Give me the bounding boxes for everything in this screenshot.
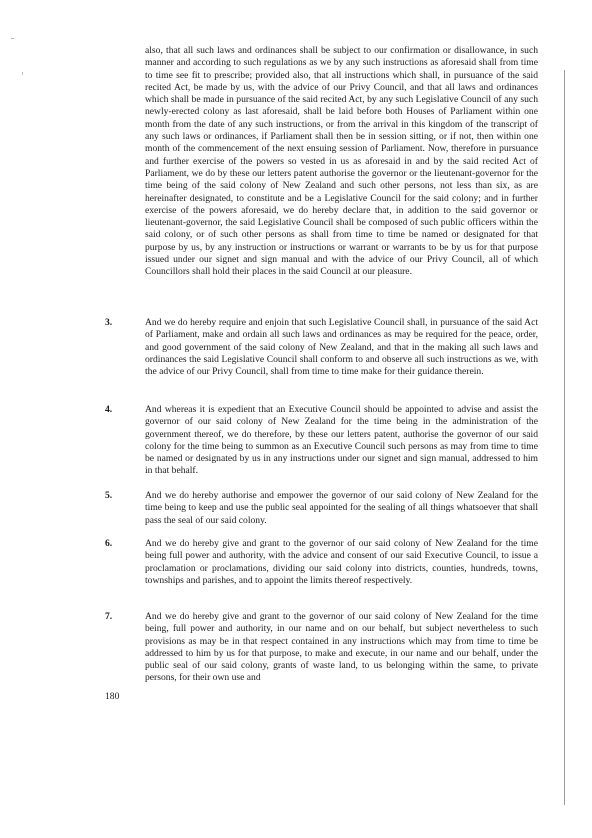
paragraph-number: 3.: [105, 317, 113, 328]
intro-text: also, that all such laws and ordinances shall be subject to our confirmation or disallowance, in such manner and according to such regulations as we by any such instructions as aforesaid shall from time to time see fit to prescribe; provided also, that all instructions which shall, in pursuance of the said recited Act, be made by us, with the advice of our Privy Council, and that all laws and ordinances which shall be made in pursuance of the said recited Act, by any such Legislative Council of any such newly-erected colony as last aforesaid, shall be laid before both Houses of Parliament within one month from the date of any such instructions, or from the arrival in this kingdom of the transcript of any such laws or ordinances, if Parliament shall then be in session sitting, or if not, then within one month of the commencement of the next ensuing session of Parliament. Now, therefore in pursuance and further exercise of the powers so vested in us as aforesaid in and by the said recited Act of Parliament, we do by these our letters patent authorise the governor or the lieutenant-governor for the time being of the said colony of New Zealand and such other persons, not less than six, as are hereinafter designated, to constitute and be a Legislative Council for the said colony; and in further exercise of the powers aforesaid, we do hereby declare that, in addition to the said governor or lieutenant-governor, the said Legislative Council shall be composed of such public officers within the said colony, or of such other persons as shall from time to time be named or designated for that purpose by us, by any instruction or instructions or warrant or warrants to be by us for that purpose issued under our signet and sign manual and with the advice of our Privy Council, all of which Councillors shall hold their places in the said Council at our pleasure.: [145, 45, 538, 278]
intro-paragraph: [145, 45, 538, 279]
scan-mark: [22, 72, 23, 75]
scan-mark: [11, 38, 14, 39]
paragraph-number: 4.: [105, 404, 113, 415]
paragraph-text: And we do hereby give and grant to the governor of our said colony of New Zealand for the time being full power and authority, with the advice and consent of our said Executive Council, to issue a proclamation or proclamations, dividing our said colony into districts, counties, hundreds, towns, townships and parishes, and to appoint the limits thereof respectively.: [145, 538, 538, 586]
paragraph-text: And we do hereby give and grant to the governor of our said colony of New Zealand for the time being, full power and authority, in our name and on our behalf, but subject nevertheless to such provisions as may be in that respect contained in any instructions which may from time to time be addressed to him by us for that purpose, to make and execute, in our name and our behalf, under the public seal of our said colony, grants of waste land, to us belonging within the same, to private persons, for their own use and: [145, 611, 538, 684]
paragraph-text: And whereas it is expedient that an Executive Council should be appointed to advise and assist the governor of our said colony of New Zealand for the time being in the administration of the government thereof, we do therefore, by these our letters patent, authorise the governor of our said colony for the time being to summon as an Executive Council such persons as may from time to time be named or designated by us in any instructions under our signet and sign manual, addressed to him in that behalf.: [145, 404, 538, 477]
numbered-paragraph-4: [105, 404, 538, 478]
numbered-paragraph-3: [105, 317, 538, 378]
numbered-paragraph-6: [105, 538, 538, 587]
numbered-paragraph-5: [105, 490, 538, 527]
numbered-paragraph-7: [105, 611, 538, 685]
paragraph-number: 6.: [105, 538, 113, 549]
paragraph-text: And we do hereby require and enjoin that such Legislative Council shall, in pursuance of the said Act of Parliament, make and ordain all such laws and ordinances as may be required for the peace, order, and good government of the said colony of New Zealand, and that in the making all such laws and ordinances the said Legislative Council shall conform to and observe all such instructions as we, with the advice of our Privy Council, shall from time to time make for their guidance therein.: [145, 317, 538, 378]
paragraph-number: 7.: [105, 611, 113, 622]
paragraph-text: And we do hereby authorise and empower the governor of our said colony of New Zealand for the time being to keep and use the public seal appointed for the sealing of all things whatsoever that shall pass the seal of our said colony.: [145, 490, 538, 526]
margin-rule: [564, 70, 565, 805]
page-number: 180: [105, 691, 120, 702]
paragraph-number: 5.: [105, 490, 113, 501]
